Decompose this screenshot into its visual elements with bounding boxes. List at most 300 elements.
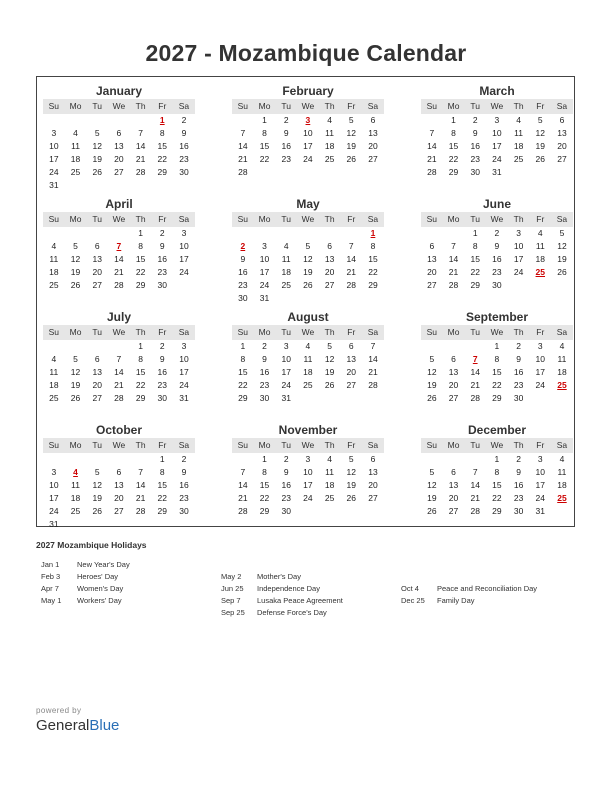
day-cell: 8: [494, 467, 500, 477]
day-cell: 12: [70, 254, 81, 264]
day-cell: 16: [157, 367, 168, 377]
day-cell: 14: [135, 141, 146, 151]
day-cell: 2: [516, 341, 521, 351]
week-row: [421, 492, 573, 505]
holiday-day-cell: 2: [240, 241, 246, 251]
holiday-name: Heroes' Day: [77, 572, 119, 581]
holiday-day-cell: 7: [472, 354, 478, 364]
day-cell: 3: [262, 241, 267, 251]
day-cell: 28: [427, 167, 437, 177]
weekday-label: Sa: [178, 101, 190, 111]
day-cell: 12: [535, 128, 546, 138]
day-cell: 14: [114, 254, 124, 264]
empty-cell: [340, 292, 362, 305]
day-cell: 20: [448, 493, 459, 503]
weekday-label: Fr: [536, 440, 545, 450]
day-cell: 25: [324, 154, 335, 164]
month-name: November: [278, 423, 338, 437]
day-cell: 8: [138, 354, 143, 364]
month-name: January: [95, 84, 143, 98]
month-july: [43, 309, 195, 405]
day-cell: 5: [429, 354, 435, 364]
empty-cell: [173, 179, 195, 192]
day-cell: 11: [71, 480, 80, 490]
day-cell: 21: [114, 380, 124, 390]
day-cell: 9: [516, 354, 521, 364]
holiday-name: New Year's Day: [77, 560, 130, 569]
day-cell: 12: [346, 467, 357, 477]
month-name: August: [287, 310, 329, 324]
day-cell: 11: [514, 128, 523, 138]
empty-cell: [151, 518, 173, 531]
day-cell: 9: [516, 467, 521, 477]
holiday-date: Dec 25: [401, 596, 425, 605]
day-cell: 25: [70, 506, 81, 516]
empty-cell: [362, 166, 384, 179]
month-name: October: [95, 423, 142, 437]
empty-cell: [275, 292, 297, 305]
day-cell: 4: [516, 115, 521, 125]
weekday-label: Fr: [158, 214, 167, 224]
day-cell: 9: [181, 128, 187, 138]
holiday-name: Family Day: [437, 596, 475, 605]
empty-cell: [340, 505, 362, 518]
day-cell: 21: [135, 493, 146, 503]
week-row: [421, 466, 573, 479]
holiday-date: Sep 25: [221, 608, 245, 617]
day-cell: 15: [157, 141, 168, 151]
day-cell: 25: [513, 154, 524, 164]
day-cell: 13: [114, 480, 124, 490]
holiday-day-cell: 1: [159, 115, 165, 125]
day-cell: 18: [324, 141, 335, 151]
day-cell: 31: [535, 506, 546, 516]
day-cell: 5: [559, 228, 565, 238]
empty-cell: [551, 392, 573, 405]
empty-cell: [443, 340, 465, 353]
day-cell: 17: [535, 367, 546, 377]
day-cell: 7: [138, 128, 143, 138]
day-cell: 2: [516, 454, 521, 464]
day-cell: 13: [368, 467, 378, 477]
day-cell: 20: [346, 367, 357, 377]
empty-cell: [297, 166, 319, 179]
day-cell: 22: [259, 493, 270, 503]
weekday-label: Tu: [92, 214, 103, 224]
weekday-label: Su: [48, 214, 60, 224]
day-cell: 5: [537, 115, 543, 125]
empty-cell: [551, 279, 573, 292]
day-cell: 19: [557, 254, 567, 264]
day-cell: 16: [281, 480, 291, 490]
weekday-label: We: [490, 214, 504, 224]
empty-cell: [529, 392, 551, 405]
day-cell: 6: [348, 341, 354, 351]
day-cell: 23: [513, 493, 524, 503]
empty-cell: [151, 179, 173, 192]
holiday-date: May 2: [221, 572, 242, 581]
day-cell: 5: [73, 354, 78, 364]
weekday-label: We: [490, 327, 504, 337]
holiday-row: [41, 559, 130, 571]
weekday-label: Fr: [536, 214, 545, 224]
weekday-label: Sa: [367, 327, 379, 337]
week-row: [43, 392, 195, 405]
day-cell: 23: [281, 154, 291, 164]
week-row: [421, 240, 573, 253]
week-row: [43, 153, 195, 166]
calendar-grid: [36, 76, 575, 527]
day-cell: 15: [259, 141, 270, 151]
day-cell: 11: [557, 467, 567, 477]
weekday-header: [421, 99, 573, 114]
day-cell: 1: [240, 341, 246, 351]
day-cell: 6: [327, 241, 332, 251]
day-cell: 24: [259, 280, 270, 290]
weekday-label: Mo: [258, 440, 271, 450]
day-cell: 18: [70, 493, 81, 503]
weekday-label: Sa: [556, 214, 568, 224]
day-cell: 23: [179, 154, 189, 164]
day-cell: 28: [238, 506, 248, 516]
day-cell: 26: [70, 393, 81, 403]
day-cell: 14: [470, 480, 480, 490]
day-cell: 19: [92, 493, 102, 503]
month-december: [421, 422, 573, 518]
day-cell: 27: [448, 506, 459, 516]
day-cell: 7: [348, 241, 354, 251]
week-row: [43, 453, 195, 466]
day-cell: 12: [92, 141, 102, 151]
day-cell: 27: [92, 393, 102, 403]
day-cell: 29: [238, 393, 248, 403]
day-cell: 8: [262, 467, 267, 477]
day-cell: 26: [324, 380, 335, 390]
weekday-label: Su: [237, 214, 249, 224]
week-row: [421, 340, 573, 353]
day-cell: 17: [179, 254, 189, 264]
empty-cell: [43, 453, 65, 466]
day-cell: 13: [92, 254, 102, 264]
weekday-label: Sa: [178, 327, 190, 337]
month-september: [421, 309, 573, 405]
weekday-header: [421, 325, 573, 340]
day-cell: 17: [535, 480, 546, 490]
day-cell: 23: [157, 380, 168, 390]
day-cell: 22: [259, 154, 270, 164]
holiday-column: [401, 583, 537, 607]
holiday-row: [221, 595, 343, 607]
day-cell: 3: [305, 454, 311, 464]
brand-general-text: General: [36, 717, 90, 734]
day-cell: 11: [535, 241, 545, 251]
empty-cell: [108, 114, 130, 127]
weekday-label: We: [112, 214, 126, 224]
day-cell: 25: [49, 393, 59, 403]
day-cell: 28: [470, 506, 480, 516]
day-cell: 11: [557, 354, 567, 364]
day-cell: 12: [324, 354, 335, 364]
day-cell: 22: [492, 493, 502, 503]
week-row: [421, 353, 573, 366]
weekday-header: [421, 212, 573, 227]
empty-cell: [232, 114, 254, 127]
day-cell: 14: [346, 254, 357, 264]
holiday-row: [401, 595, 537, 607]
day-cell: 1: [159, 454, 165, 464]
empty-cell: [443, 227, 465, 240]
day-cell: 11: [325, 467, 334, 477]
day-cell: 12: [557, 241, 567, 251]
day-cell: 5: [94, 467, 100, 477]
weekday-label: Th: [135, 214, 146, 224]
month-may: [232, 196, 384, 305]
day-cell: 5: [327, 341, 332, 351]
day-cell: 10: [492, 128, 502, 138]
weekday-header: [43, 325, 195, 340]
day-cell: 17: [303, 141, 313, 151]
weekday-header: [43, 212, 195, 227]
day-cell: 20: [448, 380, 459, 390]
day-cell: 19: [70, 267, 81, 277]
weekday-label: Fr: [536, 101, 545, 111]
day-cell: 26: [346, 493, 357, 503]
holiday-date: Sep 7: [221, 596, 241, 605]
weekday-label: Su: [237, 101, 249, 111]
day-cell: 4: [537, 228, 543, 238]
day-cell: 9: [283, 128, 289, 138]
empty-cell: [362, 505, 384, 518]
week-row: [43, 179, 195, 192]
weekday-label: Th: [513, 214, 524, 224]
empty-cell: [319, 292, 341, 305]
weekday-label: Su: [237, 327, 249, 337]
weekday-label: Tu: [470, 101, 481, 111]
day-cell: 19: [535, 141, 546, 151]
empty-cell: [275, 166, 297, 179]
week-row: [43, 366, 195, 379]
month-name: June: [482, 197, 511, 211]
holiday-name: Lusaka Peace Agreement: [257, 596, 343, 605]
day-cell: 1: [262, 115, 267, 125]
holiday-row: [221, 607, 343, 619]
day-cell: 7: [370, 341, 376, 351]
holiday-name: Defense Force's Day: [257, 608, 327, 617]
day-cell: 20: [427, 267, 437, 277]
powered-by-label: powered by: [36, 706, 82, 715]
day-cell: 16: [492, 254, 502, 264]
empty-cell: [319, 392, 341, 405]
day-cell: 13: [448, 480, 459, 490]
month-name: July: [106, 310, 131, 324]
day-cell: 31: [259, 293, 270, 303]
day-cell: 12: [92, 480, 102, 490]
week-row: [43, 266, 195, 279]
day-cell: 27: [346, 380, 357, 390]
weekday-label: Th: [513, 440, 524, 450]
empty-cell: [319, 505, 341, 518]
week-row: [421, 505, 573, 518]
weekday-label: Th: [324, 327, 335, 337]
day-cell: 21: [238, 154, 248, 164]
empty-cell: [254, 166, 276, 179]
empty-cell: [86, 114, 108, 127]
day-cell: 19: [346, 480, 357, 490]
day-cell: 16: [179, 141, 189, 151]
day-cell: 18: [557, 367, 567, 377]
holiday-day-cell: 25: [557, 380, 567, 390]
empty-cell: [130, 179, 152, 192]
day-cell: 19: [427, 380, 437, 390]
day-cell: 10: [303, 128, 313, 138]
day-cell: 3: [494, 115, 500, 125]
empty-cell: [508, 279, 530, 292]
holiday-date: May 1: [41, 596, 62, 605]
day-cell: 30: [179, 506, 189, 516]
day-cell: 10: [179, 241, 189, 251]
empty-cell: [43, 340, 65, 353]
empty-cell: [551, 166, 573, 179]
day-cell: 13: [368, 128, 378, 138]
weekday-header: [43, 438, 195, 453]
day-cell: 4: [559, 341, 565, 351]
day-cell: 17: [492, 141, 502, 151]
week-row: [43, 492, 195, 505]
empty-cell: [65, 453, 87, 466]
month-name: September: [465, 310, 529, 324]
week-row: [421, 266, 573, 279]
week-row: [421, 166, 573, 179]
month-february: [232, 83, 384, 179]
empty-cell: [362, 292, 384, 305]
day-cell: 2: [472, 115, 478, 125]
empty-cell: [529, 166, 551, 179]
empty-cell: [108, 453, 130, 466]
day-cell: 25: [70, 167, 81, 177]
day-cell: 20: [114, 493, 124, 503]
weekday-label: Fr: [158, 327, 167, 337]
day-cell: 1: [472, 228, 478, 238]
day-cell: 27: [114, 167, 124, 177]
month-name: December: [467, 423, 527, 437]
empty-cell: [421, 453, 443, 466]
day-cell: 5: [73, 241, 78, 251]
day-cell: 31: [281, 393, 291, 403]
day-cell: 20: [114, 154, 124, 164]
empty-cell: [421, 340, 443, 353]
day-cell: 3: [181, 228, 187, 238]
day-cell: 19: [346, 141, 357, 151]
day-cell: 17: [513, 254, 524, 264]
empty-cell: [86, 340, 108, 353]
weekday-label: Fr: [347, 440, 356, 450]
day-cell: 3: [51, 128, 57, 138]
weekday-header: [232, 212, 384, 227]
day-cell: 11: [303, 354, 313, 364]
day-cell: 29: [157, 167, 168, 177]
day-cell: 26: [70, 280, 81, 290]
day-cell: 10: [303, 467, 313, 477]
empty-cell: [173, 518, 195, 531]
weekday-header: [232, 438, 384, 453]
day-cell: 27: [448, 393, 459, 403]
day-cell: 9: [159, 241, 165, 251]
weekday-label: Tu: [470, 214, 481, 224]
day-cell: 21: [448, 267, 459, 277]
brand-logo: [36, 706, 119, 735]
day-cell: 14: [114, 367, 124, 377]
weekday-label: Tu: [92, 101, 103, 111]
day-cell: 31: [179, 393, 189, 403]
holiday-day-cell: 7: [116, 241, 122, 251]
week-row: [421, 140, 573, 153]
week-row: [232, 366, 384, 379]
holiday-name: Independence Day: [257, 584, 320, 593]
weekday-label: Fr: [347, 327, 356, 337]
weekday-label: Su: [237, 440, 249, 450]
weekday-label: Tu: [470, 440, 481, 450]
week-row: [232, 292, 384, 305]
empty-cell: [464, 340, 486, 353]
day-cell: 2: [283, 454, 289, 464]
weekday-label: Mo: [447, 327, 460, 337]
day-cell: 10: [535, 354, 546, 364]
day-cell: 19: [324, 367, 335, 377]
week-row: [232, 240, 384, 253]
month-march: [421, 83, 573, 179]
day-cell: 18: [49, 267, 59, 277]
day-cell: 6: [559, 115, 565, 125]
month-june: [421, 196, 573, 292]
day-cell: 23: [259, 380, 270, 390]
holiday-row: [221, 583, 343, 595]
empty-cell: [232, 453, 254, 466]
day-cell: 14: [427, 141, 437, 151]
week-row: [232, 227, 384, 240]
weekday-label: Sa: [556, 440, 568, 450]
day-cell: 22: [135, 267, 146, 277]
day-cell: 29: [135, 280, 146, 290]
day-cell: 13: [92, 367, 102, 377]
weekday-label: Tu: [92, 440, 103, 450]
day-cell: 22: [368, 267, 378, 277]
holiday-day-cell: 25: [535, 267, 546, 277]
empty-cell: [508, 166, 530, 179]
weekday-label: Th: [135, 440, 146, 450]
weekday-label: Tu: [281, 214, 292, 224]
day-cell: 15: [157, 480, 168, 490]
week-row: [43, 479, 195, 492]
day-cell: 19: [427, 493, 437, 503]
day-cell: 23: [238, 280, 248, 290]
empty-cell: [275, 227, 297, 240]
brand-name: [36, 717, 119, 735]
day-cell: 24: [281, 380, 291, 390]
day-cell: 19: [70, 380, 81, 390]
weekday-label: We: [301, 440, 315, 450]
week-row: [232, 492, 384, 505]
day-cell: 30: [513, 506, 524, 516]
day-cell: 18: [70, 154, 81, 164]
day-cell: 13: [427, 254, 437, 264]
week-row: [421, 453, 573, 466]
day-cell: 11: [71, 141, 80, 151]
day-cell: 7: [138, 467, 143, 477]
day-cell: 27: [368, 493, 378, 503]
weekday-label: Mo: [69, 327, 82, 337]
empty-cell: [65, 518, 87, 531]
empty-cell: [65, 179, 87, 192]
